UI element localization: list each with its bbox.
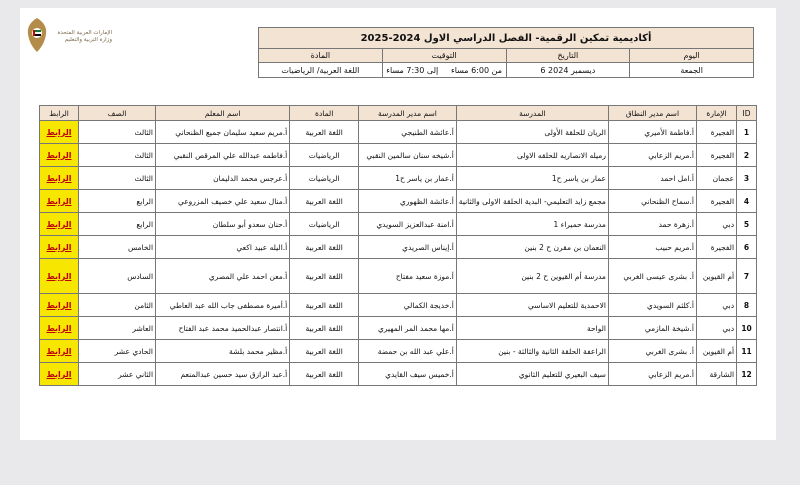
table-row (40, 363, 757, 386)
col-header-teacher: اسم المعلم (156, 106, 290, 121)
session-info-table (258, 27, 754, 78)
row-teacher: أ.انتصار عبدالحميد محمد عبد الفتاح (156, 317, 290, 340)
row-subject: اللغة العربية (290, 121, 359, 144)
row-emirate: أم القيوين (696, 340, 736, 363)
row-link (40, 363, 79, 386)
row-id: 12 (737, 363, 757, 386)
session-link[interactable]: الرابط (46, 150, 72, 160)
row-subject: اللغة العربية (290, 340, 359, 363)
col-header-grade: الصف (78, 106, 155, 121)
session-link[interactable]: الرابط (46, 271, 72, 281)
row-teacher: أ.مريم سعيد سليمان جميع الظنحاني (156, 121, 290, 144)
row-link (40, 167, 79, 190)
row-grade: الثاني عشر (78, 363, 155, 386)
row-link (40, 190, 79, 213)
row-link (40, 236, 79, 259)
row-teacher: أ.حنان سعدو أبو سلطان (156, 213, 290, 236)
row-grade: الحادي عشر (78, 340, 155, 363)
row-principal: أ.خميس سيف القايدي (359, 363, 457, 386)
row-grade: الخامس (78, 236, 155, 259)
table-row (40, 144, 757, 167)
row-principal: أ.عائشة الطنيجي (359, 121, 457, 144)
row-principal: أ.مها محمد المر المهيري (359, 317, 457, 340)
table-header-row (40, 106, 757, 121)
row-emirate: دبي (696, 213, 736, 236)
row-school: الواحة (456, 317, 608, 340)
row-teacher: أ.فاطمه عبدالله علي المرقص النقبي (156, 144, 290, 167)
schedule-table (39, 105, 757, 386)
col-header-manager: اسم مدير النطاق (608, 106, 696, 121)
time-from: من 6:00 مساء (450, 65, 503, 75)
day-label: اليوم (630, 49, 754, 63)
row-principal: أ.علي عبد الله بن حمضة (359, 340, 457, 363)
row-teacher: أ.معن احمد علي المصري (156, 259, 290, 294)
row-emirate: الفجيرة (696, 236, 736, 259)
row-id: 7 (737, 259, 757, 294)
table-row (40, 190, 757, 213)
row-school: مدرسة حميراء 1 (456, 213, 608, 236)
col-header-school: المدرسة (456, 106, 608, 121)
row-subject: اللغة العربية (290, 294, 359, 317)
row-manager: أ.فاطمة الأميري (608, 121, 696, 144)
row-manager: أ.زهرة حمد (608, 213, 696, 236)
col-header-link: الرابط (40, 106, 79, 121)
row-id: 10 (737, 317, 757, 340)
row-link (40, 144, 79, 167)
row-manager: أ.مريم حبيب (608, 236, 696, 259)
row-emirate: الفجيرة (696, 190, 736, 213)
row-id: 3 (737, 167, 757, 190)
row-school: سيف البعيري للتعليم الثانوي (456, 363, 608, 386)
row-link (40, 121, 79, 144)
table-row (40, 317, 757, 340)
row-school: الاحمدية للتعليم الاساسي (456, 294, 608, 317)
col-header-id: ID (737, 106, 757, 121)
subject-value: اللغة العربية/ الرياضيات (259, 63, 383, 78)
logo-line-1: الإمارات العربية المتحدة (57, 30, 112, 36)
row-school: النعمان بن مقرن ح 2 بنين (456, 236, 608, 259)
row-link (40, 340, 79, 363)
date-value: 6 ديسمبر 2024 (506, 63, 630, 78)
session-link[interactable]: الرابط (46, 173, 72, 183)
row-manager: أ.مريم الزعابي (608, 363, 696, 386)
row-emirate: الفجيرة (696, 121, 736, 144)
row-subject: اللغة العربية (290, 236, 359, 259)
row-id: 8 (737, 294, 757, 317)
session-link[interactable]: الرابط (46, 242, 72, 252)
row-subject: اللغة العربية (290, 317, 359, 340)
session-link[interactable]: الرابط (46, 196, 72, 206)
table-row (40, 121, 757, 144)
table-row (40, 213, 757, 236)
table-row (40, 236, 757, 259)
session-link[interactable]: الرابط (46, 346, 72, 356)
table-row (40, 259, 757, 294)
session-link[interactable]: الرابط (46, 323, 72, 333)
row-principal: أ.عمار بن ياسر ح1 (359, 167, 457, 190)
time-label: التوقيت (382, 49, 506, 63)
uae-emblem-icon (24, 16, 50, 56)
table-row (40, 294, 757, 317)
row-manager: أ.كلثم السويدي (608, 294, 696, 317)
row-teacher: أ.عبد الرازق سيد حسين عبدالمنعم (156, 363, 290, 386)
row-emirate: دبي (696, 294, 736, 317)
col-header-principal: اسم مدير المدرسة (359, 106, 457, 121)
ministry-logo (24, 16, 114, 66)
session-link[interactable]: الرابط (46, 369, 72, 379)
row-school: رميله الانصاريه للحلقه الاولى (456, 144, 608, 167)
row-principal: أ.خديجة الكمالي (359, 294, 457, 317)
row-subject: الرياضيات (290, 213, 359, 236)
time-value (382, 63, 506, 78)
time-to: إلى 7:30 مساء (386, 65, 439, 75)
col-header-subject: المادة (290, 106, 359, 121)
row-school: الراعفة الحلقة الثانية والثالثة - بنين (456, 340, 608, 363)
row-grade: الثالث (78, 121, 155, 144)
session-link[interactable]: الرابط (46, 300, 72, 310)
row-id: 2 (737, 144, 757, 167)
watermark (316, 222, 374, 266)
row-emirate: الشارقة (696, 363, 736, 386)
row-link (40, 213, 79, 236)
row-subject: اللغة العربية (290, 363, 359, 386)
row-manager: أ.شيخة المازمي (608, 317, 696, 340)
row-teacher: أ.اليله عبيد اكعي (156, 236, 290, 259)
row-id: 11 (737, 340, 757, 363)
row-id: 6 (737, 236, 757, 259)
row-manager: أ. بشرى الغربي (608, 340, 696, 363)
row-teacher: أ.مظير محمد بلشة (156, 340, 290, 363)
row-id: 5 (737, 213, 757, 236)
row-grade: الثامن (78, 294, 155, 317)
row-subject: اللغة العربية (290, 190, 359, 213)
page-title: أكاديمية تمكين الرقمية- الفصل الدراسي الاول 2024-2025 (259, 28, 754, 49)
row-subject: الرياضيات (290, 144, 359, 167)
row-link (40, 259, 79, 294)
row-grade: السادس (78, 259, 155, 294)
row-principal: أ.شيخه سنان سالمين النقبي (359, 144, 457, 167)
row-grade: الرابع (78, 213, 155, 236)
row-grade: الثالث (78, 144, 155, 167)
row-manager: أ.امل احمد (608, 167, 696, 190)
day-value: الجمعة (630, 63, 754, 78)
row-emirate: الفجيرة (696, 144, 736, 167)
subject-label: المادة (259, 49, 383, 63)
row-grade: الرابع (78, 190, 155, 213)
row-link (40, 294, 79, 317)
row-emirate: أم القيوين (696, 259, 736, 294)
session-link[interactable]: الرابط (46, 219, 72, 229)
row-subject: الرياضيات (290, 167, 359, 190)
row-principal: أ.عائشة الظهوري (359, 190, 457, 213)
row-principal: أ.موزة سعيد مفتاح (359, 259, 457, 294)
row-link (40, 317, 79, 340)
row-subject: اللغة العربية (290, 259, 359, 294)
row-teacher: أ.أميرة مصطفى جاب الله عبد العاطي (156, 294, 290, 317)
row-school: مجمع زايد التعليمي- البدية الحلقة الاولى والثانية (456, 190, 608, 213)
row-grade: الثالث (78, 167, 155, 190)
row-emirate: دبي (696, 317, 736, 340)
row-manager: أ.سماح الظنحاني (608, 190, 696, 213)
row-school: مدرسة أم القيوين ح 2 بنين (456, 259, 608, 294)
row-teacher: أ.عرجس محمد الدليمان (156, 167, 290, 190)
row-school: الريان للحلقة الأولى (456, 121, 608, 144)
col-header-emirate: الإمارة (696, 106, 736, 121)
row-principal: أ.إيناس الصريدي (359, 236, 457, 259)
row-manager: أ. بشرى عيسى الغربي (608, 259, 696, 294)
row-manager: أ.مريم الزعابي (608, 144, 696, 167)
row-principal: أ.امنة عبدالعزيز السويدي (359, 213, 457, 236)
row-teacher: أ.منال سعيد علي خصيف المزروعي (156, 190, 290, 213)
session-link[interactable]: الرابط (46, 127, 72, 137)
row-school: عمار بن ياسر ح1 (456, 167, 608, 190)
table-row (40, 167, 757, 190)
table-row (40, 340, 757, 363)
row-id: 1 (737, 121, 757, 144)
row-id: 4 (737, 190, 757, 213)
date-label: التاريخ (506, 49, 630, 63)
row-grade: العاشر (78, 317, 155, 340)
row-emirate: عجمان (696, 167, 736, 190)
logo-line-2: وزارة التربية والتعليم (64, 37, 112, 43)
